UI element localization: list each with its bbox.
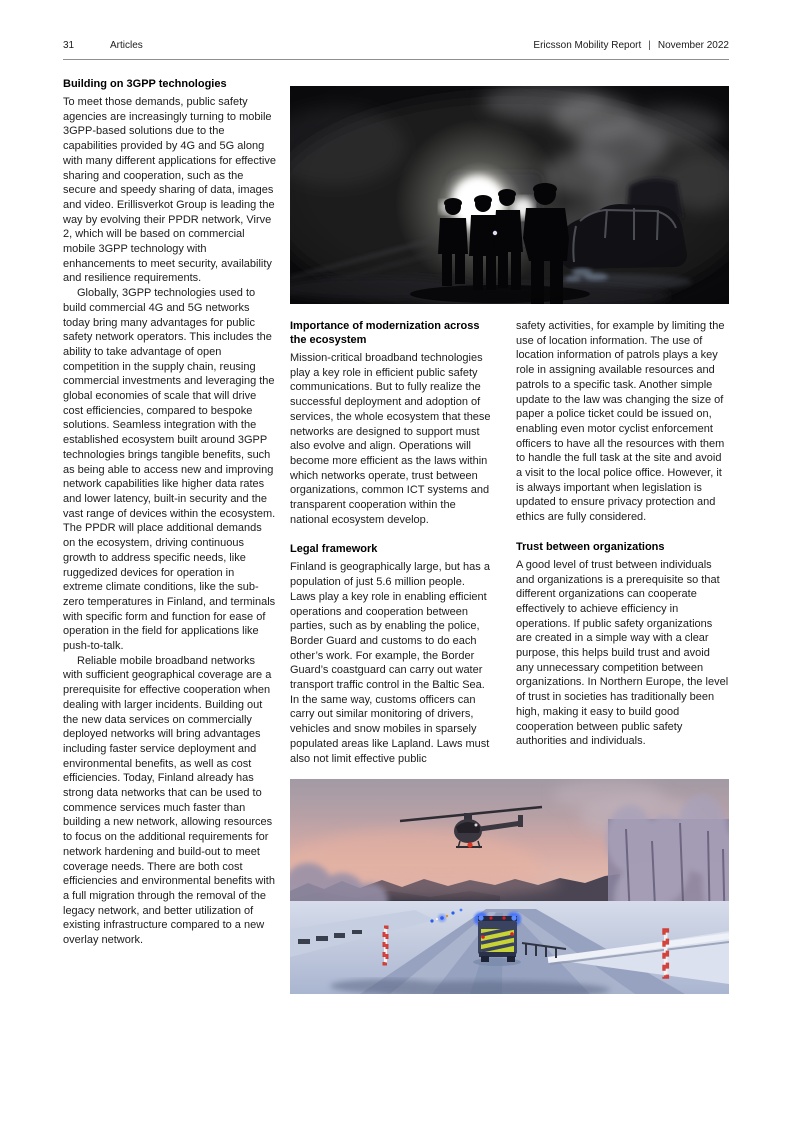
issue-date: November 2022: [657, 40, 729, 51]
photo-night-accident: [290, 86, 729, 304]
header-rule: [63, 59, 729, 60]
paragraph: Finland is geographically large, but has a population of just 5.6 million people. Laws play a key role in enabling efficient operations and cooperation between parties, such as by enabling the police, Border Guard and customs to do each other’s work. For example, the Border Guard’s coastguard can carry out water transport traffic control in the Baltic Sea. In the same way, customs officers can carry out similar monitoring of drivers, vehicles and snow mobiles in sparsely populated areas like Lapland. Laws must also not limit effective public: [290, 561, 490, 765]
page-header: [63, 40, 729, 51]
paragraph: To meet those demands, public safety agencies are increasingly turning to mobile 3GPP-based solutions due to the capabilities provided by 4G and 5G along with many different applications for effective sharing and cooperation, such as the secure and speedy sharing of data, images and video. Erillisverkot Group is leading the way by evolving their PPDR network, Virve 2, which will be based on commercial mobile 3GPP technology with enhancements to meet security, availability and resilience requirements.: [63, 96, 276, 285]
column-left: [63, 77, 276, 948]
photo-winter-helicopter: [290, 779, 729, 994]
page-number: 31: [63, 40, 75, 51]
paragraph: A good level of trust between individuals and organizations is a prerequisite so that different organizations can cooperate effectively to achieve efficiency in operations. If public safety organizations are created in a simple way with a clear purpose, this helps build trust and avoid any unnecessary competition between organizations. In Northern Europe, the level of trust in societies has traditionally been high, making it easy to build good cooperation between public safety authorities and individuals.: [516, 558, 729, 748]
paragraph: Mission-critical broadband technologies play a key role in efficient public safety communications. But to fully realize the successful deployment and adoption of services, the whole ecosystem that these networks are designed to support must also evolve and align. Operations will become more efficient as the laws within which networks operate, trust between organizations, common ICT systems and transparent cooperation within the national ecosystem develop.: [290, 352, 491, 526]
column-middle: [290, 319, 491, 766]
section-heading: Building on 3GPP technologies: [63, 78, 227, 90]
section-heading: Legal framework: [290, 543, 378, 556]
paragraph: safety activities, for example by limiting the use of location information. The use of location information of patrols plays a key role in assigning available resources and patrols to a specific task. Another simple update to the law was changing the size of paper a police ticket could be issued on, enabling even motor cyclist enforcement officers to have all the resources with them to handle the full task at the site and avoid a visit to the local police office. However, it is always important when legislation is updated to ensure privacy protection and ethics are fully considered.: [516, 320, 725, 524]
report-title: Ericsson Mobility Report: [533, 40, 642, 51]
section-label: Articles: [110, 40, 143, 51]
paragraph: Globally, 3GPP technologies used to build commercial 4G and 5G networks today bring many advantages for public safety network operators. This includes the ability to take advantage of open competition in the supply chain, reusing commercial investments and leveraging the global economies of scale that will drive cost efficiencies, compared to bespoke solutions. Seamless integration with the established ecosystem built around 3GPP technologies brings tangible benefits, such as being able to access new and improving network capabilities like higher data rates and lower latency, built-in security and the vast range of devices within the ecosystem. The PPDR will place additional demands on the ecosystem, driving continuous growth to address specific needs, like ruggedized devices for operation in extreme climate conditions, like the sub-zero temperatures in Finland, and terminals with specific form and function for ease of operation in the field for applications like push-to-talk.: [63, 287, 276, 653]
header-separator: |: [648, 40, 651, 51]
paragraph: Reliable mobile broadband networks with sufficient geographical coverage are a prerequisite for effective cooperation when dealing with larger incidents. Building out the new data services on commercially deployed networks will bring advantages including faster service deployment and environmental benefits, as well as cost efficiencies. Today, Finland already has strong data networks that can be used to commence services much faster than building a new network, allowing resources to focus on the additional requirements for network hardening and build-out to meet coverage needs. There are both cost efficiencies and environmental benefits with a full migration through the removal of the legacy network, and better utilization of existing infrastructure compared to a new overlay network.: [63, 654, 275, 947]
column-right: [516, 319, 730, 749]
section-heading: Importance of modernization across the ecosystem: [290, 320, 480, 346]
section-heading: Trust between organizations: [516, 540, 665, 553]
